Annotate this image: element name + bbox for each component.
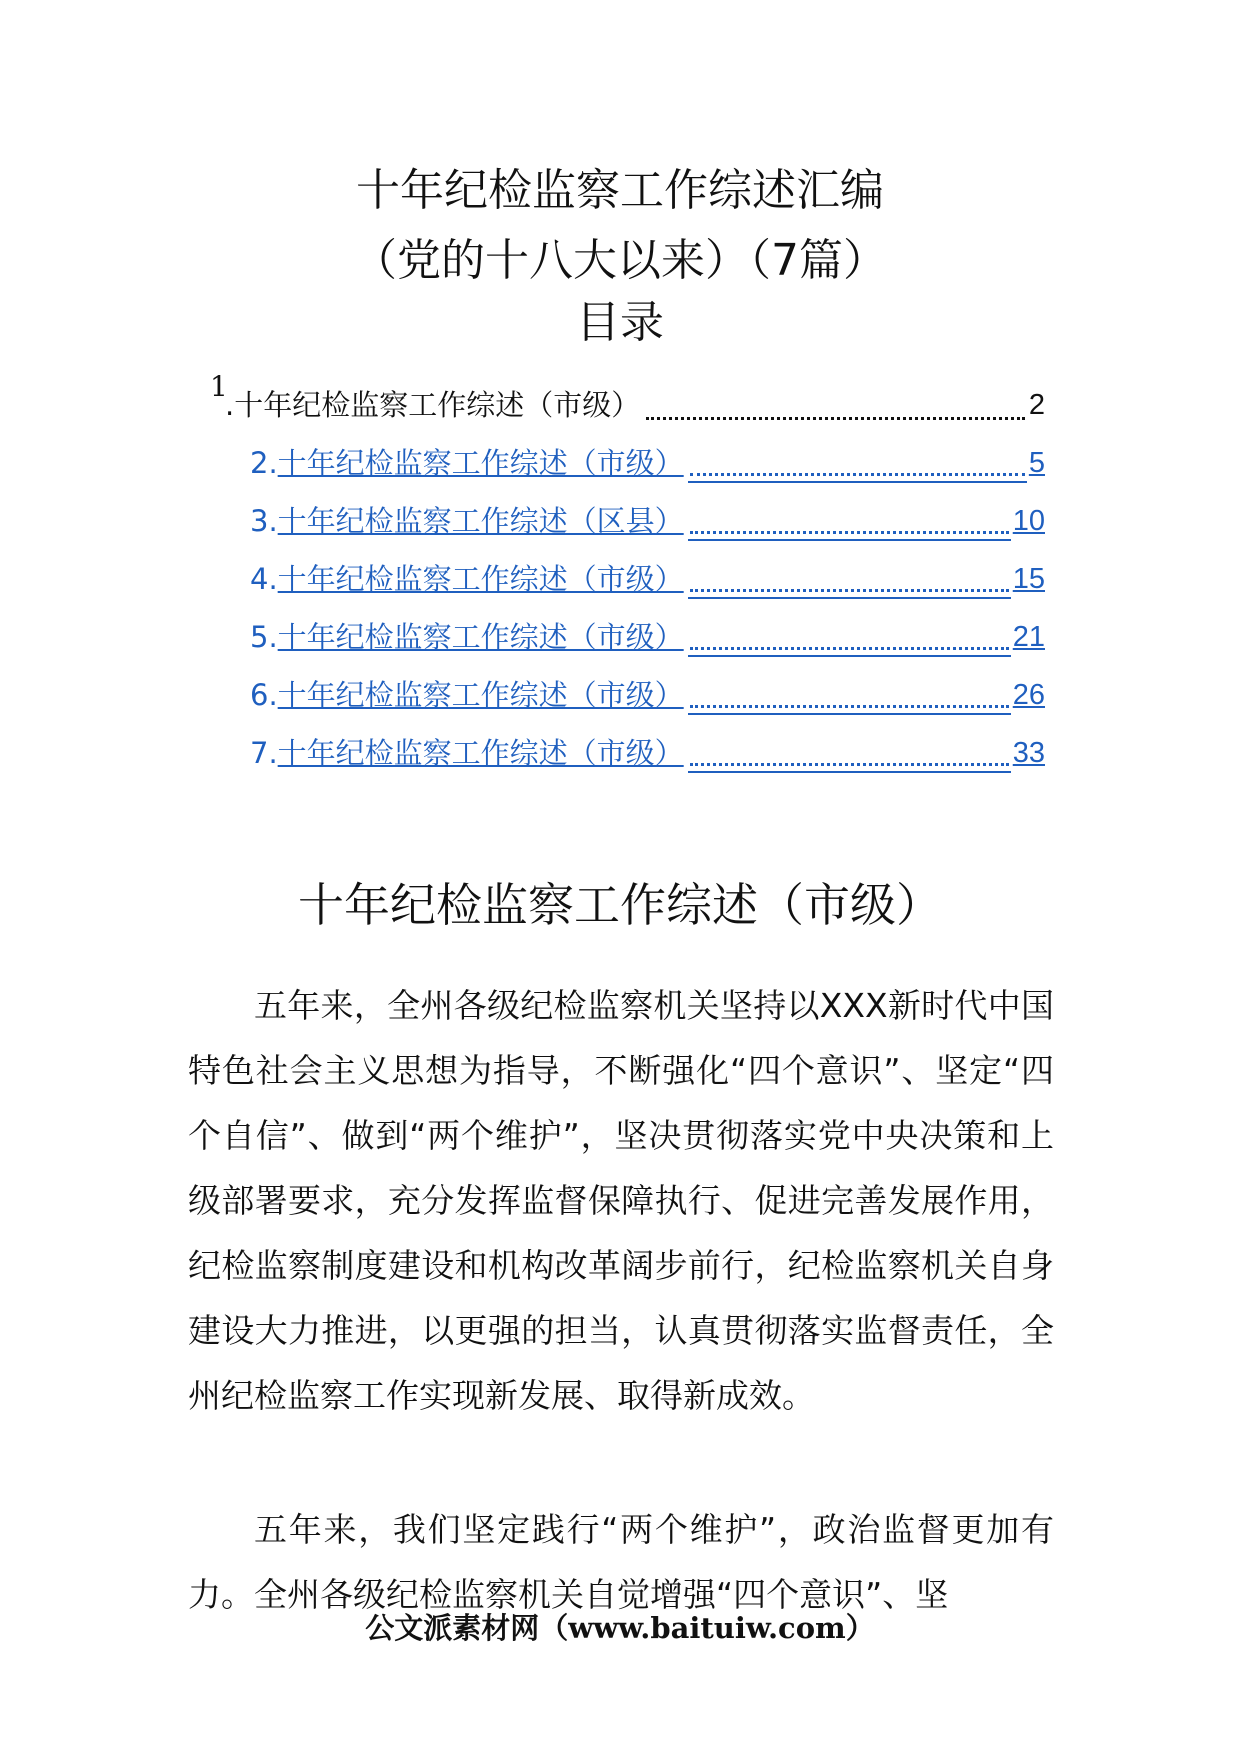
toc-entry-title: 十年纪检监察工作综述（区县）: [277, 504, 684, 538]
toc-entry-title: 十年纪检监察工作综述（市级）: [277, 446, 684, 480]
toc-leader-dots: [688, 451, 1027, 483]
toc-entry-page: 26: [1012, 679, 1045, 711]
toc-entry-2[interactable]: [250, 443, 1045, 483]
toc-entry-6[interactable]: [250, 675, 1045, 715]
toc-entry-number: 4.: [250, 562, 278, 596]
toc-entry-7[interactable]: [250, 733, 1045, 773]
page-footer-watermark: 公文派素材网（www.baituiw.com）: [365, 1611, 875, 1645]
document-subtitle: （党的十八大以来）（7篇）: [353, 235, 887, 286]
toc-entry-title: 十年纪检监察工作综述（市级）: [277, 562, 684, 596]
toc-entry-title: 十年纪检监察工作综述（市级）: [277, 736, 684, 770]
toc-entry-page: 2: [1028, 389, 1045, 421]
toc-stray-number: 1: [210, 370, 228, 403]
body-paragraph-2: 五年来，我们坚定践行“两个维护”，政治监督更加有力。全州各级纪检监察机关自觉增强“四个意识”、坚: [188, 1510, 1054, 1614]
body-paragraph-1: 五年来，全州各级纪检监察机关坚持以XXX新时代中国特色社会主义思想为指导，不断强化“四个意识”、坚定“四个自信”、做到“两个维护”，坚决贯彻落实党中央决策和上级部署要求，充分发挥监督保障执行、促进完善发展作用，纪检监察制度建设和机构改革阔步前行，纪检监察机关自身建设大力推进，以更强的担当，认真贯彻落实监督责任，全州纪检监察工作实现新发展、取得新成效。: [188, 986, 1054, 1415]
toc-entry-page: 15: [1012, 563, 1045, 595]
toc-entry-number: 5.: [250, 620, 278, 654]
toc-entry-4[interactable]: [250, 559, 1045, 599]
toc-entry-page: 21: [1012, 621, 1045, 653]
document-title: 十年纪检监察工作综述汇编: [356, 165, 884, 216]
toc-entry-number: 6.: [250, 678, 278, 712]
toc-entry-page: 33: [1012, 737, 1045, 769]
toc-entry-page: 10: [1012, 505, 1045, 537]
toc-entry-3[interactable]: [250, 501, 1045, 541]
toc-entry-number: 2.: [250, 446, 278, 480]
toc-leader-dots: [688, 567, 1011, 599]
toc-leader-dots: [688, 741, 1011, 773]
toc-heading: 目录: [576, 297, 664, 348]
toc-entry-title: 十年纪检监察工作综述（市级）: [277, 620, 684, 654]
section-title: 十年纪检监察工作综述（市级）: [298, 878, 942, 932]
toc-leader-dots: [688, 683, 1011, 715]
toc-entry-1[interactable]: [225, 385, 1045, 425]
toc-entry-number: .: [225, 388, 235, 422]
toc-leader-dots: [644, 395, 1027, 425]
toc-leader-dots: [688, 625, 1011, 657]
toc-entry-5[interactable]: [250, 617, 1045, 657]
toc-leader-dots: [688, 509, 1011, 541]
toc-entry-number: 3.: [250, 504, 278, 538]
toc-entry-title: 十年纪检监察工作综述（市级）: [234, 388, 641, 422]
toc-entry-page: 5: [1028, 447, 1045, 479]
toc-entry-number: 7.: [250, 736, 278, 770]
toc-entry-title: 十年纪检监察工作综述（市级）: [277, 678, 684, 712]
